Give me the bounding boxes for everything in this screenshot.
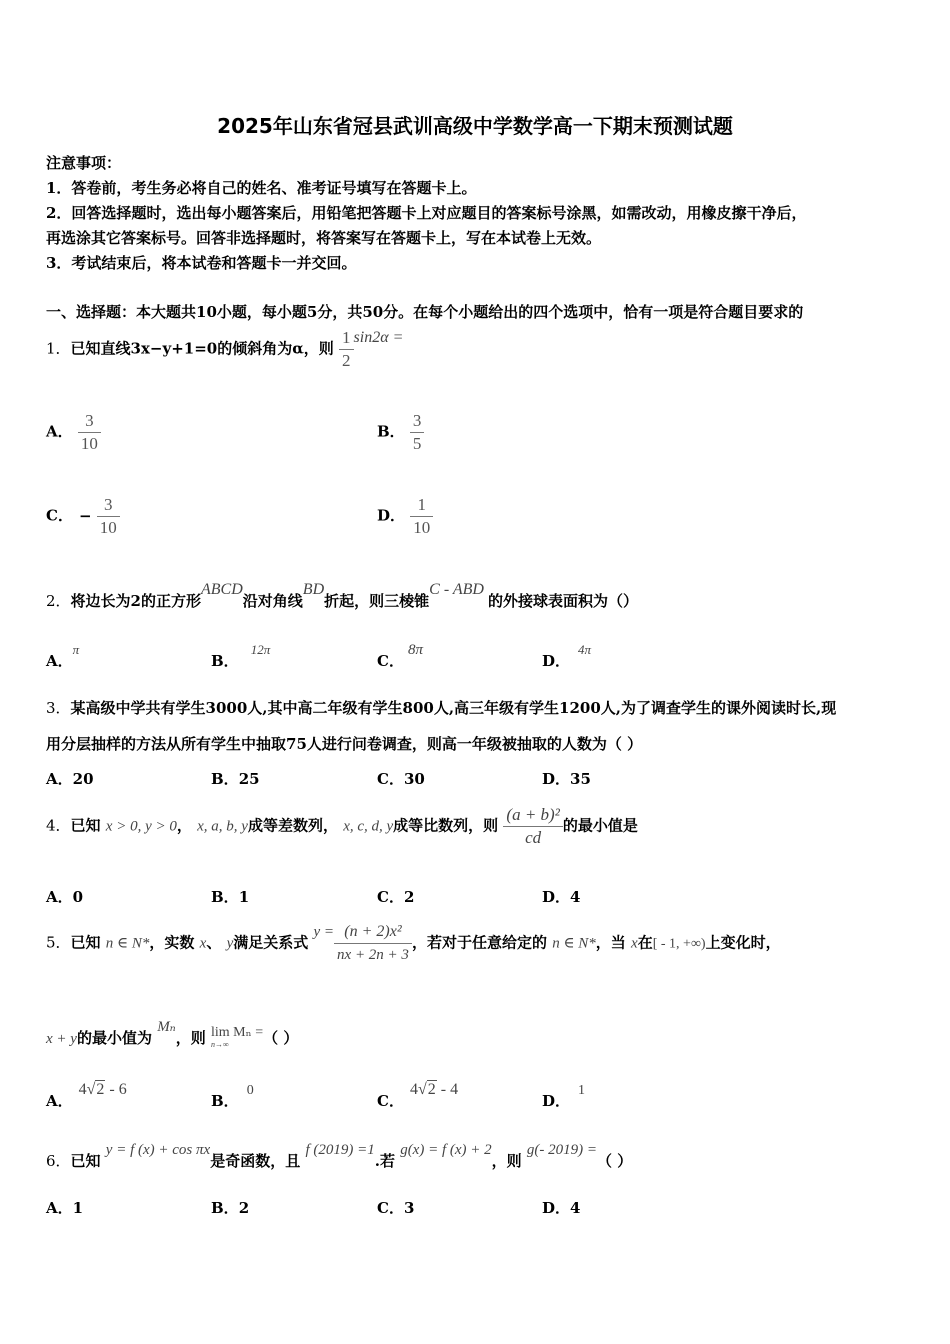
math-expression: g(- 2019) = [526,1142,598,1158]
fraction-denominator: 10 [78,432,101,455]
option-b[interactable] [211,768,260,789]
question-text: .若 [374,1152,395,1170]
option-d[interactable] [377,494,433,539]
option-value: 3 [403,1199,415,1217]
notice-item: 3．考试结束后，将本试卷和答题卡一并交回。 [46,254,357,272]
option-label: D． [542,770,571,788]
option-value: 2 [238,1199,250,1217]
fraction-numerator: 1 [417,495,426,514]
option-value: 20 [72,770,94,788]
math-expression: lim Mₙ = [211,1025,264,1040]
question-text: 的最小值为 [76,1029,152,1047]
option-label: B． [211,652,239,670]
question-text: 是奇函数，且 [210,1152,301,1170]
math-fraction [410,410,425,455]
math-expression: f (2019) =1 [305,1142,375,1158]
option-label: C． [377,770,404,788]
option-c[interactable] [46,494,120,539]
math-expression: x + y [46,1031,77,1047]
radicand: 2 [427,1081,436,1098]
fraction-denominator: 10 [410,516,433,539]
math-expression: g(x) = f (x) + 2 [400,1142,492,1158]
option-value: 4 [78,1081,87,1098]
option-value: 4 [570,1199,581,1217]
math-expression: n ∈ N* [105,935,150,952]
option-label: C． [377,1199,404,1217]
option-b[interactable] [211,886,249,907]
fraction-numerator: 3 [85,411,94,430]
option-b[interactable] [377,410,424,455]
fraction-denominator: 10 [97,516,120,539]
option-value: 1 [238,888,250,906]
option-c[interactable] [377,886,414,907]
option-label: B． [211,1092,239,1110]
question-text: ， [176,816,192,835]
option-sign: − [78,506,92,525]
math-expression: [ - 1, +∞) [652,936,706,952]
option-value: 4 [570,888,581,906]
question-text: 上变化时， [705,933,781,952]
math-expression: Mₙ [157,1019,176,1035]
option-value: 4 [409,1081,418,1098]
option-a[interactable] [46,642,80,671]
option-c[interactable] [377,642,423,671]
fraction-numerator: (a + b)² [506,805,560,824]
option-a[interactable]: A．4√2 - 6 [46,1081,127,1110]
question-text: 成等比数列，则 [393,816,499,835]
question-text: 的最小值是 [562,816,638,835]
option-d[interactable] [542,1083,586,1111]
option-label: A． [46,770,73,788]
option-value: 2 [403,888,415,906]
question-text: ，则 [175,1029,206,1047]
fraction-numerator: (n + 2)x² [344,923,402,940]
math-expression: y [226,935,234,952]
option-label: C． [46,506,73,525]
question-text: 折起，则三棱锥 [324,592,430,610]
option-label: C． [377,1092,404,1110]
option-d[interactable] [542,642,592,671]
fraction-denominator: cd [503,826,562,849]
limit-subscript: n→∞ [211,1040,229,1049]
option-label: D． [542,888,571,906]
question-text: 的外接球表面积为（） [487,592,638,610]
option-label: D． [542,1092,571,1110]
math-fraction [339,327,354,372]
math-expression: x, a, b, y [197,818,248,835]
option-value: 12π [250,642,271,657]
option-label: B． [211,888,239,906]
notice-heading: 注意事项： [46,154,122,172]
option-label: A． [46,652,73,670]
math-expression: ABCD [201,581,243,598]
radicand: 2 [96,1081,105,1098]
option-a[interactable] [46,768,94,789]
option-c[interactable] [377,1197,414,1218]
fraction-denominator: nx + 2n + 3 [334,943,412,966]
option-label: D． [542,1199,571,1217]
question-text: 满足关系式 [233,933,309,952]
option-label: A． [46,888,73,906]
math-fraction [97,494,120,539]
fraction-denominator: 5 [410,432,425,455]
question-number: 4． [46,816,71,835]
math-expression: BD [302,581,325,598]
fraction-denominator: 2 [339,349,354,372]
question-text: 在 [637,933,653,952]
notice-item: 再选涂其它答案标号。回答非选择题时，将答案写在答题卡上，写在本试卷上无效。 [46,229,602,247]
math-expression: x, c, d, y [343,818,394,835]
option-value: 8π [407,642,423,658]
math-expression: x > 0, y > 0 [105,818,177,835]
question-text: 已知 [70,933,101,952]
question-text: 沿对角线 [242,592,303,610]
option-label: B． [211,770,239,788]
option-value: - 6 [105,1081,127,1098]
math-fraction [410,494,433,539]
math-fraction [334,921,412,966]
question-text: 成等差数列， [247,816,338,835]
section-heading: 一、选择题：本大题共10小题，每小题5分，共50分。在每个小题给出的四个选项中，恰有一项是符合题目要求的 [46,303,804,321]
question-3-line-2: 用分层抽样的方法从所有学生中抽取75人进行问卷调查，则高一年级被抽取的人数为（ ） [46,735,643,753]
question-1 [46,327,403,372]
fraction-numerator: 1 [342,328,351,347]
question-number: 5． [46,933,71,952]
question-text: 将边长为2的正方形 [70,592,201,610]
option-a[interactable] [46,1197,83,1218]
option-value: 25 [238,770,260,788]
option-d[interactable] [542,768,591,789]
option-label: D． [377,506,406,525]
option-label: A． [46,1092,73,1110]
math-fraction [503,804,562,849]
math-expression: C - ABD [429,581,484,598]
option-a[interactable] [46,886,83,907]
math-expression: y = [313,923,335,940]
notice-item: 1．答卷前，考生务必将自己的姓名、准考证号填写在答题卡上。 [46,179,477,197]
option-value: 0 [72,888,84,906]
option-label: D． [542,652,571,670]
question-number: 1． [46,339,71,358]
question-5-line-2 [46,1019,299,1051]
question-text: ，则 [491,1152,522,1170]
option-value: 35 [570,770,591,788]
question-text: ，实数 [149,933,195,952]
question-text: 某高级中学共有学生3000人,其中高二年级有学生800人,高三年级有学生1200人,为了调查学生的课外阅读时长,现 [70,699,837,717]
option-label: C． [377,652,404,670]
question-4 [46,804,638,849]
question-text: 、 [206,933,222,952]
math-expression: y = f (x) + cos πx [105,1142,211,1158]
option-d[interactable] [542,1197,580,1218]
question-number: 2． [46,592,71,610]
option-b[interactable] [211,1197,249,1218]
math-expression: x [631,935,638,952]
math-expression: sin2α = [353,328,404,346]
option-b[interactable] [211,1083,254,1111]
exam-title: 2025年山东省冠县武训高级中学数学高一下期末预测试题 [217,114,733,138]
option-value: - 4 [436,1081,459,1098]
question-text: 已知 [70,1152,101,1170]
option-value: 30 [403,770,425,788]
question-2 [46,581,638,611]
option-label: B． [377,422,405,441]
question-6 [46,1142,633,1171]
option-label: A． [46,1199,73,1217]
option-c[interactable]: C．4√2 - 4 [377,1081,459,1110]
question-text: ，若对于任意给定的 [411,933,547,952]
option-label: B． [211,1199,239,1217]
notice-item: 2．回答选择题时，选出每小题答案后，用铅笔把答题卡上对应题目的答案标号涂黑，如需改动，用橡皮擦干净后， [46,204,807,222]
question-text: 已知 [70,816,101,835]
option-a[interactable] [46,410,101,455]
option-b[interactable] [211,642,271,671]
question-text: （ ） [597,1152,633,1170]
option-d[interactable] [542,886,580,907]
question-3 [46,697,836,718]
option-c[interactable] [377,768,425,789]
question-number: 3． [46,699,71,717]
option-value: 1 [578,1083,586,1098]
question-number: 6． [46,1152,71,1170]
option-value: π [72,642,80,657]
question-text: 已知直线3x−y+1=0的倾斜角为α，则 [70,339,334,358]
question-text: ，当 [595,933,626,952]
question-text: （ ） [263,1029,299,1047]
limit-expression [211,1027,263,1051]
option-value: 1 [72,1199,84,1217]
math-expression: n ∈ N* [552,935,596,952]
fraction-numerator: 3 [104,495,113,514]
math-expression: x [199,935,207,952]
option-value: 0 [246,1083,254,1098]
fraction-numerator: 3 [412,411,422,430]
option-label: C． [377,888,404,906]
option-value: 4π [578,642,592,657]
math-fraction [78,410,101,455]
question-5 [46,921,781,966]
option-label: A． [46,422,73,441]
